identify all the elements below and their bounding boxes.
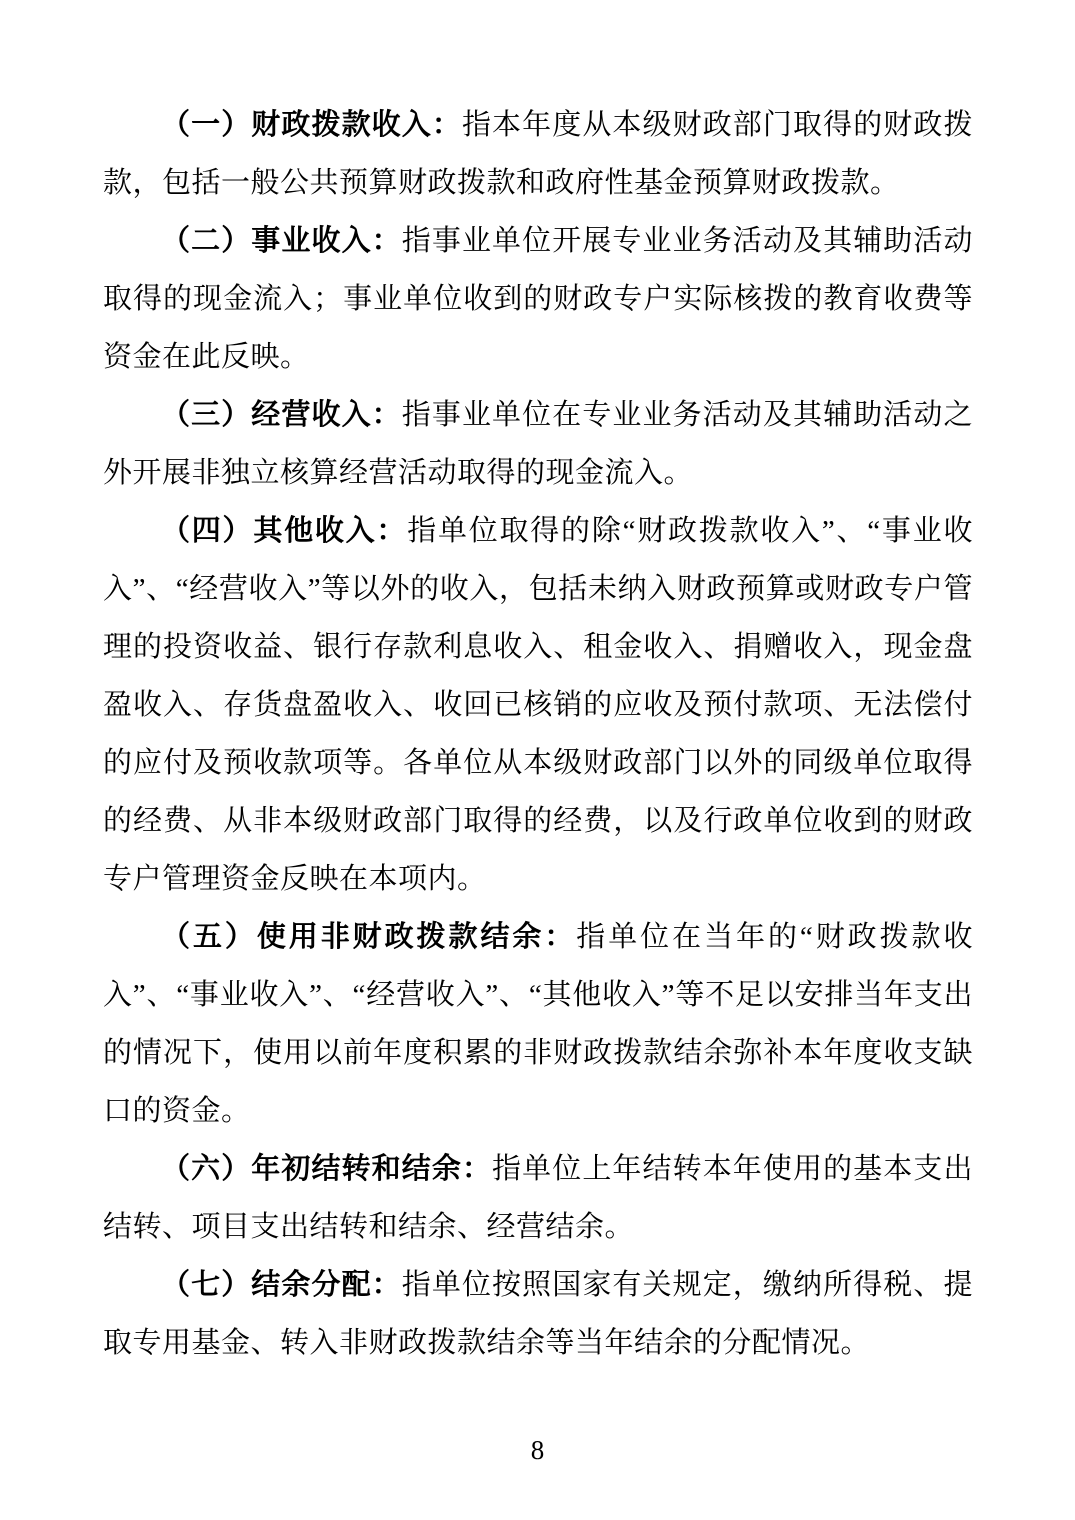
paragraph-label: （六）年初结转和结余： <box>161 1153 493 1185</box>
paragraph-text: 指单位按照国家有关规定，缴纳所得税、提取专用基金、转入非财政拨款结余等当年结余的分配情况。 <box>103 1269 973 1359</box>
paragraph-text: 指单位在当年的“财政拨款收入”、“事业收入”、“经营收入”、“其他收入”等不足以安排当年支出的情况下，使用以前年度积累的非财政拨款结余弥补本年度收支缺口的资金。 <box>103 921 973 1127</box>
paragraph-label: （五）使用非财政拨款结余： <box>161 921 577 953</box>
paragraph-business-income <box>103 386 973 502</box>
paragraph-label: （一）财政拨款收入： <box>161 109 462 141</box>
paragraph-label: （二）事业收入： <box>161 225 402 257</box>
paragraph-text: 指事业单位在专业业务活动及其辅助活动之外开展非独立核算经营活动取得的现金流入。 <box>103 399 973 489</box>
paragraph-non-fiscal-surplus-use <box>103 908 973 1140</box>
paragraph-surplus-distribution <box>103 1256 973 1372</box>
document-body <box>103 96 973 1372</box>
paragraph-label: （七）结余分配： <box>161 1269 402 1301</box>
paragraph-fiscal-appropriation-income <box>103 96 973 212</box>
paragraph-other-income <box>103 502 973 908</box>
page-number: 8 <box>530 1435 545 1465</box>
paragraph-label: （四）其他收入： <box>161 515 408 547</box>
paragraph-text: 指本年度从本级财政部门取得的财政拨款，包括一般公共预算财政拨款和政府性基金预算财政拨款。 <box>103 109 973 199</box>
paragraph-label: （三）经营收入： <box>161 399 402 431</box>
paragraph-operational-income <box>103 212 973 386</box>
paragraph-text: 指单位取得的除“财政拨款收入”、“事业收入”、“经营收入”等以外的收入，包括未纳入财政预算或财政专户管理的投资收益、银行存款利息收入、租金收入、捐赠收入，现金盘盈收入、存货盘盈收入、收回已核销的应收及预付款项、无法偿付的应付及预收款项等。各单位从本级财政部门以外的同级单位取得的经费、从非本级财政部门取得的经费，以及行政单位收到的财政专户管理资金反映在本项内。 <box>103 515 973 895</box>
paragraph-text: 指事业单位开展专业业务活动及其辅助活动取得的现金流入；事业单位收到的财政专户实际核拨的教育收费等资金在此反映。 <box>103 225 973 373</box>
paragraph-text: 指单位上年结转本年使用的基本支出结转、项目支出结转和结余、经营结余。 <box>103 1153 973 1243</box>
paragraph-carryover-and-surplus <box>103 1140 973 1256</box>
